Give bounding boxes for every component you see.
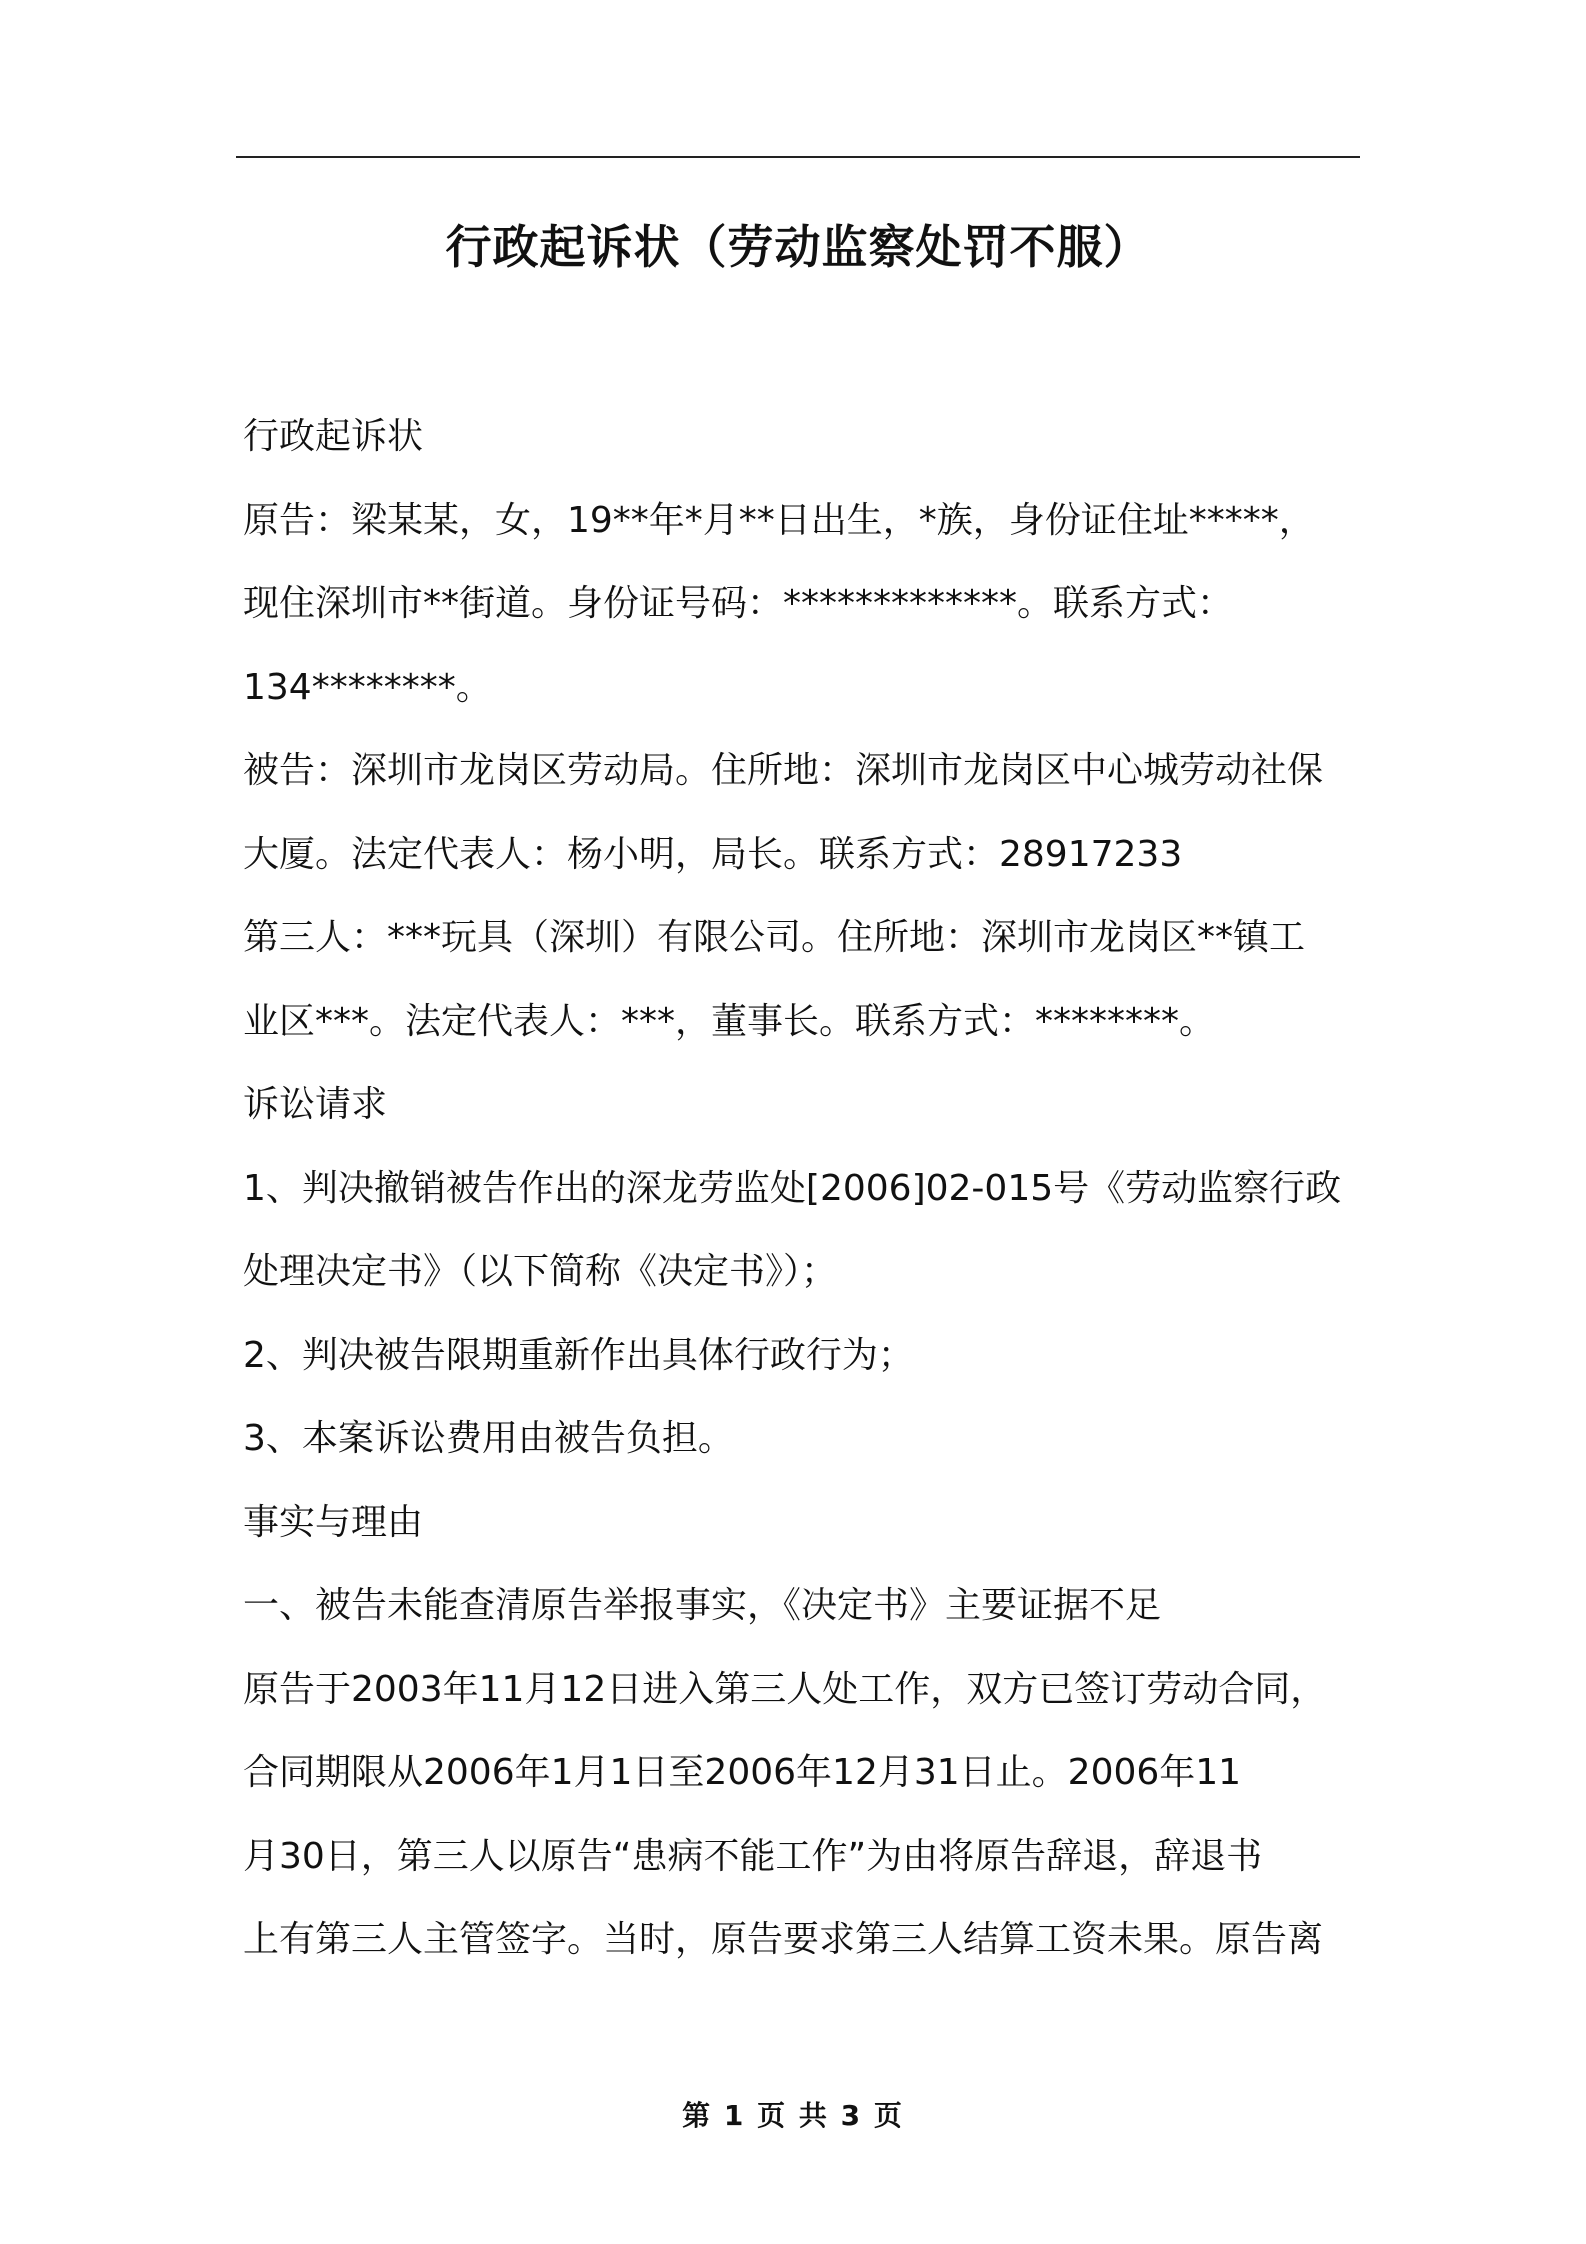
text-line: 处理决定书》（以下简称《决定书》）；	[243, 1251, 838, 1292]
text-line: 上有第三人主管签字。当时，原告要求第三人结算工资未果。原告离	[243, 1919, 1324, 1960]
header-rule	[236, 156, 1360, 158]
text-line: 第三人：***玩具（深圳）有限公司。住所地：深圳市龙岗区**镇工	[243, 917, 1306, 958]
page-number: 第 1 页 共 3 页	[682, 2099, 904, 2132]
text-line: 合同期限从2006年1月1日至2006年12月31日止。2006年11	[243, 1752, 1242, 1793]
text-line: 2、判决被告限期重新作出具体行政行为；	[243, 1334, 914, 1376]
section-heading: 诉讼请求	[243, 1084, 388, 1125]
text-line: 月30日，第三人以原告“患病不能工作”为由将原告辞退，辞退书	[243, 1835, 1263, 1877]
text-line: 业区***。法定代表人：***，董事长。联系方式：********。	[243, 1000, 1216, 1042]
text-line: 原告于2003年11月12日进入第三人处工作，双方已签订劳动合同，	[243, 1668, 1327, 1710]
document-title: 行政起诉状（劳动监察处罚不服）	[445, 220, 1151, 274]
text-line: 大厦。法定代表人：杨小明，局长。联系方式：28917233	[243, 833, 1183, 875]
text-line: 3、本案诉讼费用由被告负担。	[243, 1418, 734, 1459]
text-line: 1、判决撤销被告作出的深龙劳监处[2006]02-015号《劳动监察行政	[243, 1167, 1342, 1209]
text-line: 134********。	[243, 666, 492, 708]
text-line: 行政起诉状	[243, 416, 424, 457]
document-body	[243, 395, 1359, 1982]
text-line: 原告：梁某某，女，19**年*月**日出生，*族，身份证住址*****，	[243, 499, 1315, 541]
text-line: 现住深圳市**街道。身份证号码：*************。联系方式：	[243, 583, 1234, 624]
section-heading: 事实与理由	[243, 1501, 424, 1543]
text-line: 被告：深圳市龙岗区劳动局。住所地：深圳市龙岗区中心城劳动社保	[243, 750, 1324, 791]
text-line: 一、被告未能查清原告举报事实，《决定书》主要证据不足	[243, 1585, 1162, 1626]
document-text	[243, 395, 1359, 1982]
